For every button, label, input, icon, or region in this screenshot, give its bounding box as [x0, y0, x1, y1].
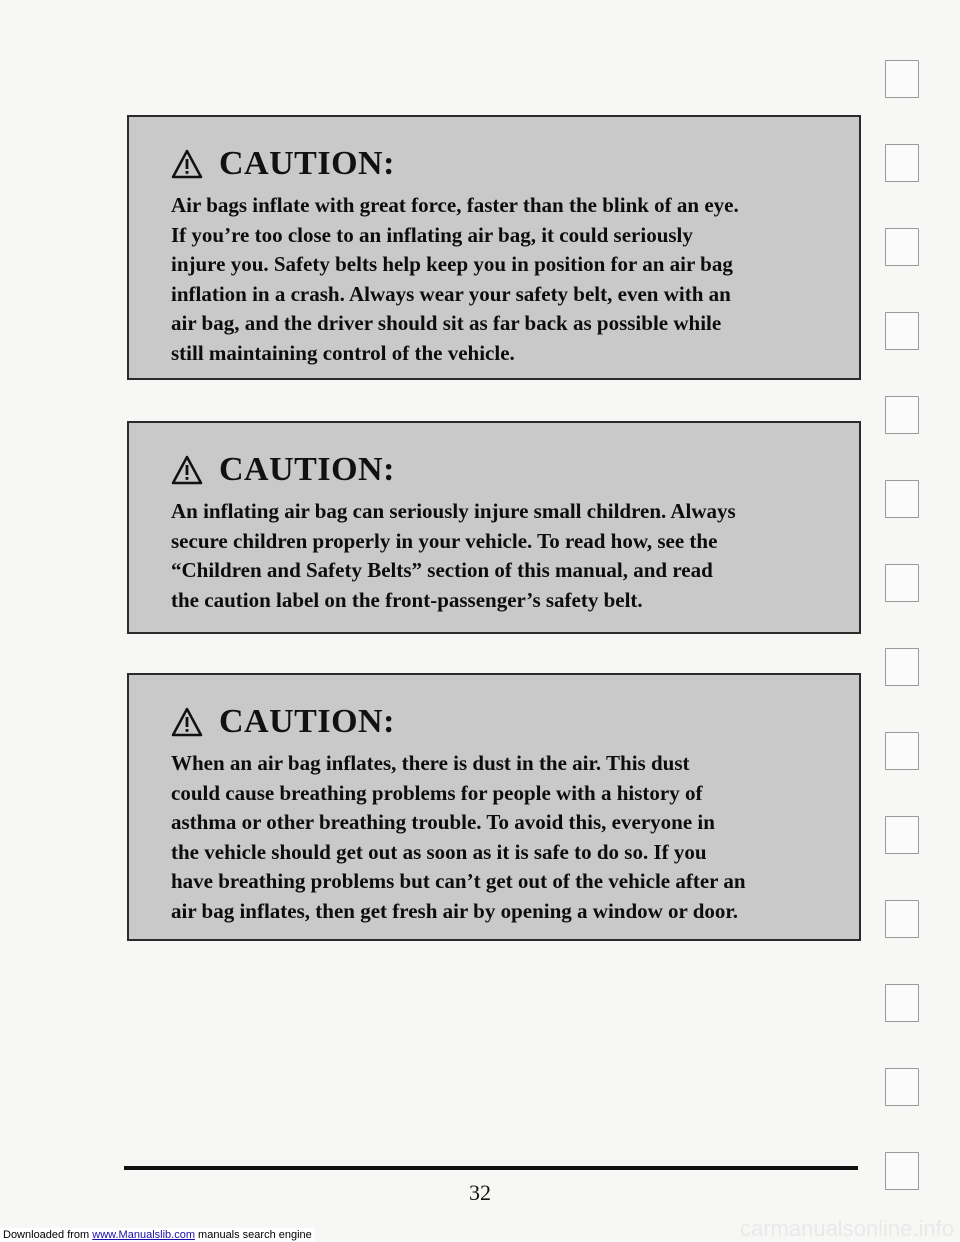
section-tab [885, 900, 919, 938]
caution-box-2 [127, 421, 861, 634]
page-number: 32 [469, 1180, 491, 1205]
caution-line: still maintaining control of the vehicle. [171, 340, 515, 365]
section-tab [885, 984, 919, 1022]
section-tab [885, 228, 919, 266]
caution-title: CAUTION: [219, 145, 395, 182]
section-tab [885, 144, 919, 182]
section-tab [885, 480, 919, 518]
caution-line: When an air bag inflates, there is dust in the air. This dust [171, 751, 690, 775]
download-footer [0, 1228, 315, 1242]
caution-line: inflation in a crash. Always wear your safety belt, even with an [171, 281, 731, 306]
caution-line: injure you. Safety belts help keep you in position for an air bag [171, 252, 733, 276]
caution-title: CAUTION: [219, 451, 395, 488]
manualslib-link[interactable]: www.Manualslib.com [92, 1229, 195, 1241]
footer-suffix: manuals search engine [198, 1229, 312, 1241]
caution-line: asthma or other breathing trouble. To avoid this, everyone in [171, 810, 715, 834]
caution-header [171, 453, 835, 487]
caution-line: could cause breathing problems for people with a history of [171, 780, 703, 805]
watermark: carmanualsonline.info [739, 1216, 954, 1241]
caution-line: air bag, and the driver should sit as far back as possible while [171, 311, 722, 335]
section-tab [885, 732, 919, 770]
caution-line: the vehicle should get out as soon as it is safe to do so. If you [171, 839, 707, 864]
caution-line: If you’re too close to an inflating air bag, it could seriously [171, 222, 693, 247]
caution-line: air bag inflates, then get fresh air by opening a window or door. [171, 898, 739, 923]
caution-line: An inflating air bag can seriously injure small children. Always [171, 499, 736, 523]
warning-triangle-icon [171, 707, 203, 737]
footer-rule [124, 1166, 858, 1170]
caution-header [171, 147, 835, 181]
caution-text [171, 749, 835, 926]
section-tab [885, 648, 919, 686]
caution-line: Air bags inflate with great force, faster than the blink of an eye. [171, 193, 739, 217]
caution-header [171, 705, 835, 739]
section-tab [885, 816, 919, 854]
caution-line: secure children properly in your vehicle. To read how, see the [171, 528, 718, 553]
section-tab [885, 1068, 919, 1106]
section-tab [885, 312, 919, 350]
caution-box-3 [127, 673, 861, 941]
footer-prefix: Downloaded from [3, 1229, 90, 1241]
section-tab [885, 564, 919, 602]
caution-text [171, 191, 835, 368]
caution-line: have breathing problems but can’t get out of the vehicle after an [171, 869, 746, 893]
caution-box-1 [127, 115, 861, 380]
caution-text [171, 497, 835, 615]
section-tab [885, 396, 919, 434]
caution-title: CAUTION: [219, 703, 395, 740]
warning-triangle-icon [171, 455, 203, 485]
warning-triangle-icon [171, 149, 203, 179]
section-tab [885, 60, 919, 98]
caution-line: “Children and Safety Belts” section of this manual, and read [171, 558, 713, 582]
caution-line: the caution label on the front-passenger’s safety belt. [171, 587, 643, 612]
